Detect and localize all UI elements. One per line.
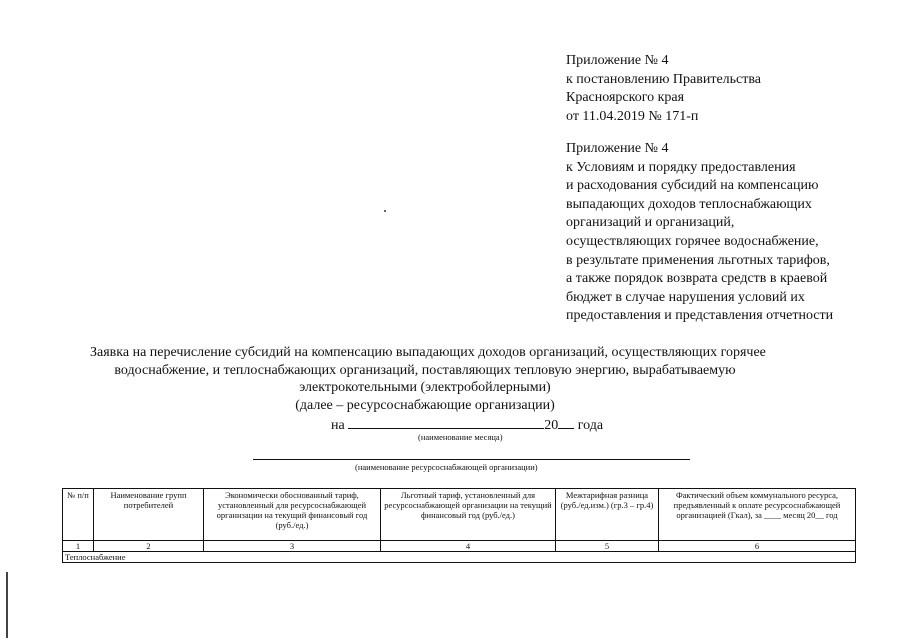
title-line: электрокотельными (электробойлерными)	[299, 380, 551, 395]
month-caption: (наименование месяца)	[418, 432, 503, 442]
appendix-line: бюджет в случае нарушения условий их	[566, 289, 805, 305]
appendix-line: предоставления и представления отчетности	[566, 308, 834, 324]
column-header-economic-tariff: Экономически обоснованный тариф, установленный для ресурсоснабжающей организации на текущий финансовый год (руб./ед.)	[204, 489, 381, 541]
year-suffix: года	[577, 418, 604, 433]
appendix-line: осуществляющих горячее водоснабжение,	[566, 233, 819, 249]
section-label-heat-supply: Теплоснабжение	[63, 552, 856, 563]
scan-speck	[384, 210, 386, 212]
year-prefix: 20	[544, 418, 559, 433]
appendix-line: организаций и организаций,	[566, 215, 735, 231]
scan-edge-mark	[6, 572, 8, 638]
column-number: 2	[94, 541, 204, 552]
title-line: Заявка на перечисление субсидий на компенсацию выпадающих доходов организаций, осуществляющих горячее	[90, 345, 766, 360]
subsidy-table	[62, 488, 856, 563]
appendix-header-resolution	[566, 52, 761, 126]
appendix-line: выпадающих доходов теплоснабжающих	[566, 196, 812, 212]
column-number: 4	[381, 541, 556, 552]
na-prefix: на	[331, 418, 345, 433]
appendix-line: Приложение № 4	[566, 141, 669, 156]
appendix-line: Красноярского края	[566, 90, 685, 106]
organization-caption: (наименование ресурсоснабжающей организации)	[355, 462, 538, 472]
column-number: 1	[63, 541, 94, 552]
table-header-row	[63, 489, 856, 541]
appendix-line: в результате применения льготных тарифов,	[566, 252, 830, 268]
column-header-number: № п/п	[63, 489, 94, 541]
column-header-tariff-difference: Межтарифная разница (руб./ед.изм.) (гр.3 – гр.4)	[556, 489, 659, 541]
appendix-line: Приложение № 4	[566, 53, 669, 68]
appendix-line: от 11.04.2019 № 171-п	[566, 108, 699, 124]
month-blank-field	[348, 414, 544, 429]
year-blank-field	[558, 414, 574, 429]
organization-blank-line	[253, 459, 690, 460]
document-title	[90, 344, 766, 414]
appendix-line: а также порядок возврата средств в краевой	[566, 271, 828, 287]
column-header-preferential-tariff: Льготный тариф, установленный для ресурсоснабжающей организации на текущий финансовый год (руб./ед.)	[381, 489, 556, 541]
month-year-line	[331, 414, 603, 434]
column-number: 5	[556, 541, 659, 552]
appendix-line: к Условиям и порядку предоставления	[566, 159, 796, 175]
column-number-row	[63, 541, 856, 552]
column-header-consumer-group: Наименование групп потребителей	[94, 489, 204, 541]
appendix-line: и расходования субсидий на компенсацию	[566, 178, 819, 194]
appendix-header-conditions	[566, 140, 833, 326]
column-number: 6	[659, 541, 856, 552]
title-line: (далее – ресурсоснабжающие организации)	[295, 397, 555, 413]
title-line: водоснабжение, и теплоснабжающих организаций, поставляющих тепловую энергию, вырабатываемую	[114, 362, 736, 378]
column-number: 3	[204, 541, 381, 552]
table-section-row	[63, 552, 856, 563]
column-header-actual-volume: Фактический объем коммунального ресурса, предъявленный к оплате ресурсоснабжающей организацией (Гкал), за ____ месяц 20__ год	[659, 489, 856, 541]
appendix-line: к постановлению Правительства	[566, 71, 762, 87]
